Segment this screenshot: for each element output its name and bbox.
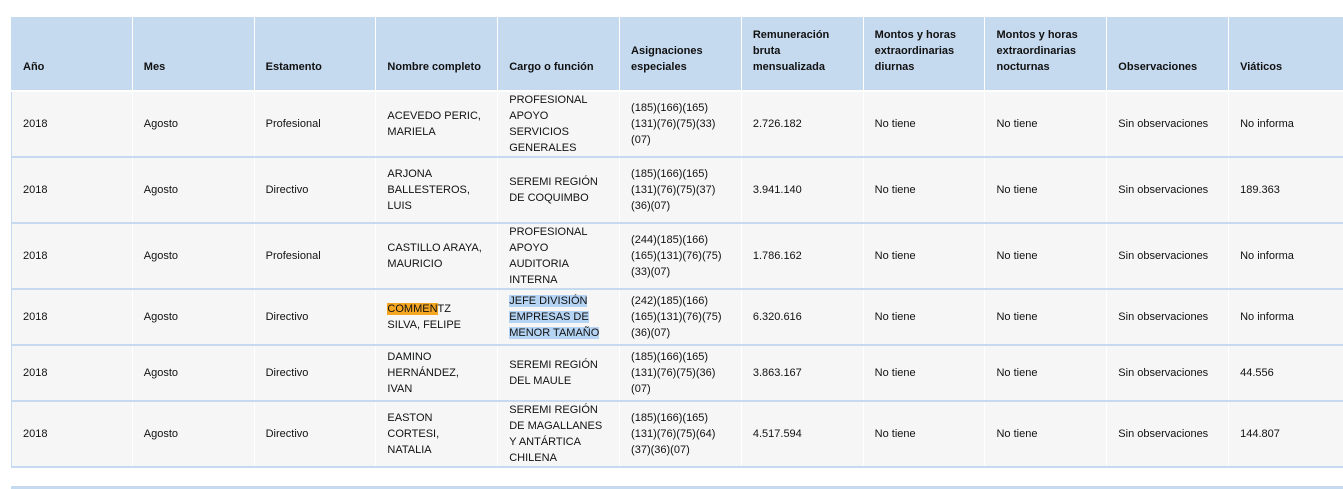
header-horas-diurnas: Montos y horas extraordinarias diurnas	[863, 17, 985, 91]
cell-horas-nocturnas: No tiene	[985, 157, 1107, 223]
cell-horas-diurnas: No tiene	[863, 223, 985, 289]
cell-horas-diurnas: No tiene	[863, 401, 985, 467]
table-row	[12, 223, 1343, 289]
cell-asignaciones: (185)(166)(165)(131)(76)(75)(64)(37)(36)(07)	[620, 401, 742, 467]
cell-horas-diurnas: No tiene	[863, 91, 985, 157]
cell-horas-nocturnas: No tiene	[985, 401, 1107, 467]
remuneraciones-table-container	[11, 17, 1343, 468]
header-row	[12, 17, 1343, 91]
cell-remuneracion: 4.517.594	[741, 401, 863, 467]
cell-anio: 2018	[12, 289, 133, 345]
cell-horas-nocturnas: No tiene	[985, 289, 1107, 345]
header-nombre: Nombre completo	[376, 17, 498, 91]
cell-nombre: ACEVEDO PERIC, MARIELA	[376, 91, 498, 157]
cell-mes: Agosto	[132, 401, 254, 467]
cell-remuneracion: 3.941.140	[741, 157, 863, 223]
cell-anio: 2018	[12, 345, 133, 401]
cell-viaticos: 44.556	[1229, 345, 1343, 401]
cell-remuneracion: 2.726.182	[741, 91, 863, 157]
cell-asignaciones: (185)(166)(165)(131)(76)(75)(37)(36)(07)	[620, 157, 742, 223]
cell-anio: 2018	[12, 223, 133, 289]
cell-nombre: CASTILLO ARAYA, MAURICIO	[376, 223, 498, 289]
cell-nombre-rest: TZ SILVA, FELIPE	[387, 303, 461, 331]
cell-horas-nocturnas: No tiene	[985, 223, 1107, 289]
text-selection-highlight: JEFE DIVISIÓN EMPRESAS DE MENOR TAMAÑO	[509, 295, 600, 339]
header-viaticos: Viáticos	[1229, 17, 1343, 91]
cell-estamento: Directivo	[254, 157, 376, 223]
cell-nombre: DAMINO HERNÁNDEZ, IVAN	[376, 345, 498, 401]
cell-mes: Agosto	[132, 289, 254, 345]
header-remuneracion: Remuneración bruta mensualizada	[741, 17, 863, 91]
cell-horas-nocturnas: No tiene	[985, 91, 1107, 157]
cell-estamento: Directivo	[254, 289, 376, 345]
cell-horas-diurnas: No tiene	[863, 345, 985, 401]
cell-mes: Agosto	[132, 157, 254, 223]
table-body	[12, 91, 1343, 467]
table-header	[12, 17, 1343, 91]
remuneraciones-table	[11, 17, 1343, 468]
cell-cargo: SEREMI REGIÓN DE MAGALLANES Y ANTÁRTICA CHILENA	[498, 401, 620, 467]
cell-nombre: ARJONA BALLESTEROS, LUIS	[376, 157, 498, 223]
cell-observaciones: Sin observaciones	[1107, 157, 1229, 223]
table-row	[12, 157, 1343, 223]
cell-cargo	[498, 289, 620, 345]
cell-asignaciones: (185)(166)(165)(131)(76)(75)(36)(07)	[620, 345, 742, 401]
search-match-highlight: COMMEN	[387, 303, 438, 315]
cell-asignaciones: (244)(185)(166)(165)(131)(76)(75)(33)(07)	[620, 223, 742, 289]
cell-viaticos: No informa	[1229, 91, 1343, 157]
cell-cargo: SEREMI REGIÓN DEL MAULE	[498, 345, 620, 401]
cell-viaticos: No informa	[1229, 289, 1343, 345]
table-row	[12, 91, 1343, 157]
header-cargo: Cargo o función	[498, 17, 620, 91]
table-row	[12, 345, 1343, 401]
cell-anio: 2018	[12, 401, 133, 467]
cell-observaciones: Sin observaciones	[1107, 91, 1229, 157]
header-asignaciones: Asignaciones especiales	[620, 17, 742, 91]
cell-horas-nocturnas: No tiene	[985, 345, 1107, 401]
table-row	[12, 289, 1343, 345]
cell-observaciones: Sin observaciones	[1107, 401, 1229, 467]
cell-observaciones: Sin observaciones	[1107, 289, 1229, 345]
cell-viaticos: 144.807	[1229, 401, 1343, 467]
cell-remuneracion: 3.863.167	[741, 345, 863, 401]
cell-cargo: SEREMI REGIÓN DE COQUIMBO	[498, 157, 620, 223]
cell-viaticos: No informa	[1229, 223, 1343, 289]
header-observaciones: Observaciones	[1107, 17, 1229, 91]
cell-observaciones: Sin observaciones	[1107, 223, 1229, 289]
header-horas-nocturnas: Montos y horas extraordinarias nocturnas	[985, 17, 1107, 91]
cell-estamento: Profesional	[254, 223, 376, 289]
header-estamento: Estamento	[254, 17, 376, 91]
cell-nombre	[376, 289, 498, 345]
header-anio: Año	[12, 17, 133, 91]
cell-nombre: EASTON CORTESI, NATALIA	[376, 401, 498, 467]
cell-horas-diurnas: No tiene	[863, 157, 985, 223]
cell-mes: Agosto	[132, 345, 254, 401]
cell-remuneracion: 6.320.616	[741, 289, 863, 345]
header-mes: Mes	[132, 17, 254, 91]
cell-asignaciones: (242)(185)(166)(165)(131)(76)(75)(36)(07)	[620, 289, 742, 345]
cell-cargo: PROFESIONAL APOYO AUDITORIA INTERNA	[498, 223, 620, 289]
cell-estamento: Directivo	[254, 345, 376, 401]
cell-estamento: Directivo	[254, 401, 376, 467]
cell-anio: 2018	[12, 157, 133, 223]
cell-mes: Agosto	[132, 223, 254, 289]
cell-anio: 2018	[12, 91, 133, 157]
cell-asignaciones: (185)(166)(165)(131)(76)(75)(33)(07)	[620, 91, 742, 157]
cell-horas-diurnas: No tiene	[863, 289, 985, 345]
cell-remuneracion: 1.786.162	[741, 223, 863, 289]
table-row	[12, 401, 1343, 467]
cell-estamento: Profesional	[254, 91, 376, 157]
cell-viaticos: 189.363	[1229, 157, 1343, 223]
cell-cargo: PROFESIONAL APOYO SERVICIOS GENERALES	[498, 91, 620, 157]
cell-observaciones: Sin observaciones	[1107, 345, 1229, 401]
cell-mes: Agosto	[132, 91, 254, 157]
